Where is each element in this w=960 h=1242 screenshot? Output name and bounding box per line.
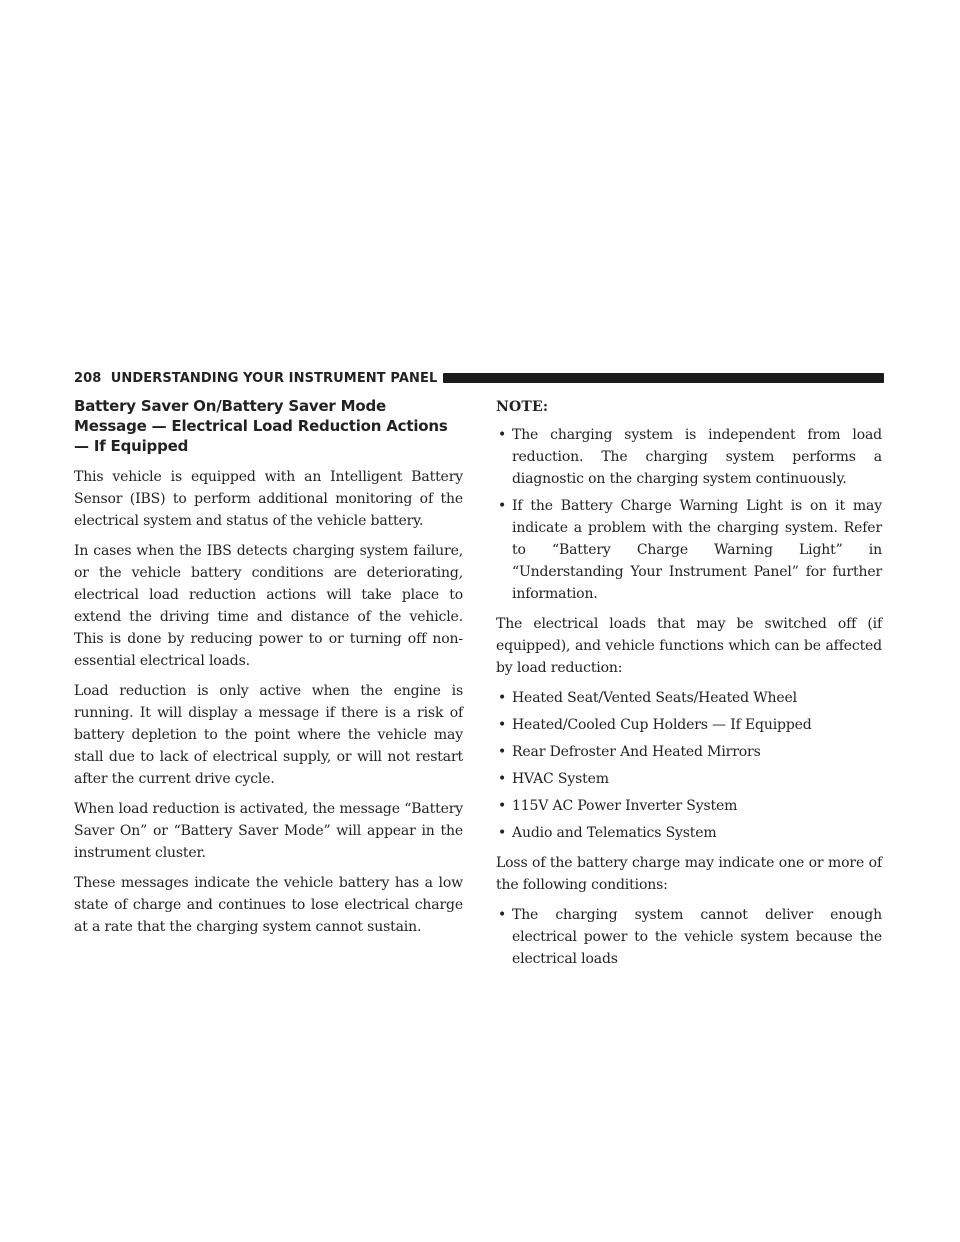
paragraph-low-charge: These messages indicate the vehicle battery has a low state of charge and continues to lose electrical charge at a rate that the charging system cannot sustain. (74, 875, 463, 935)
bullet-icon: • (498, 498, 507, 514)
list-item (496, 768, 882, 790)
list-item-text: The charging system cannot deliver enough electrical power to the vehicle system because the electrical loads (512, 907, 882, 967)
loss-list (496, 904, 882, 970)
list-item (496, 795, 882, 817)
section-title: UNDERSTANDING YOUR INSTRUMENT PANEL (110, 370, 438, 386)
bullet-icon: • (498, 690, 507, 706)
page-header (74, 370, 884, 386)
list-item (496, 424, 882, 490)
list-item (496, 714, 882, 736)
header-bar (443, 373, 884, 383)
right-column (496, 396, 882, 978)
paragraph-load-reduction-actions: In cases when the IBS detects charging system failure, or the vehicle battery conditions are deteriorating, electrical load reduction actions will take place to extend the driving time and distance of the vehicle. This is done by reducing power to or turning off non-essential electrical loads. (74, 543, 463, 669)
list-item-text: HVAC System (512, 771, 609, 787)
list-item (496, 904, 882, 970)
paragraph-ibs: This vehicle is equipped with an Intelligent Battery Sensor (IBS) to perform additional monitoring of the electrical system and status of the vehicle battery. (74, 469, 463, 529)
section-heading: Battery Saver On/Battery Saver Mode Message — Electrical Load Reduction Actions — If Equipped (74, 397, 448, 455)
left-column (74, 396, 463, 946)
list-item (496, 687, 882, 709)
list-item-text: Audio and Telematics System (512, 825, 717, 841)
paragraph-message-displayed: When load reduction is activated, the message “Battery Saver On” or “Battery Saver Mode” will appear in the instrument cluster. (74, 801, 463, 861)
list-item-text: The charging system is independent from load reduction. The charging system performs a diagnostic on the charging system continuously. (512, 427, 882, 487)
list-item (496, 822, 882, 844)
list-item-text: Heated/Cooled Cup Holders — If Equipped (512, 717, 812, 733)
bullet-icon: • (498, 427, 507, 443)
bullet-icon: • (498, 798, 507, 814)
paragraph-load-reduction-active: Load reduction is only active when the engine is running. It will display a message if there is a risk of battery depletion to the point where the vehicle may stall due to lack of electrical supply, or will not restart after the current drive cycle. (74, 683, 463, 787)
loads-list (496, 687, 882, 844)
bullet-icon: • (498, 744, 507, 760)
list-item-text: Rear Defroster And Heated Mirrors (512, 744, 761, 760)
page-number: 208 (74, 370, 102, 386)
list-item (496, 495, 882, 605)
bullet-icon: • (498, 717, 507, 733)
paragraph-loads-intro: The electrical loads that may be switched off (if equipped), and vehicle functions which can be affected by load reduction: (496, 616, 882, 676)
page-header-text (74, 371, 437, 386)
bullet-icon: • (498, 825, 507, 841)
note-list (496, 424, 882, 605)
list-item (496, 741, 882, 763)
bullet-icon: • (498, 907, 507, 923)
list-item-text: Heated Seat/Vented Seats/Heated Wheel (512, 690, 797, 706)
list-item-text: If the Battery Charge Warning Light is on it may indicate a problem with the charging system. Refer to “Battery Charge Warning Light” in “Understanding Your Instrument Panel” for further information. (512, 498, 882, 602)
bullet-icon: • (498, 771, 507, 787)
note-label: NOTE: (496, 399, 549, 415)
list-item-text: 115V AC Power Inverter System (512, 798, 738, 814)
paragraph-loss-intro: Loss of the battery charge may indicate one or more of the following conditions: (496, 855, 882, 893)
